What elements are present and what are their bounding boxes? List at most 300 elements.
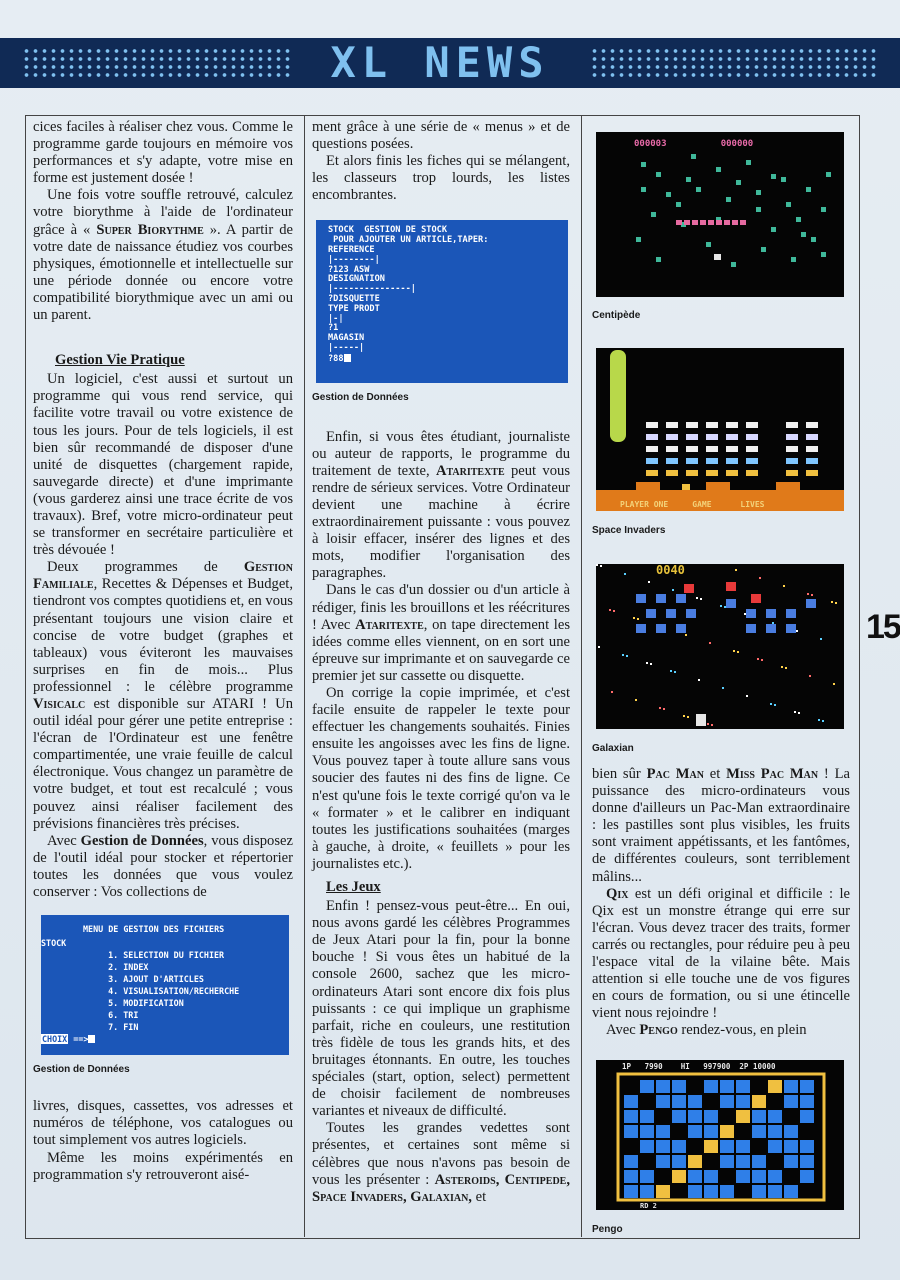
star [674, 671, 676, 673]
invader [646, 458, 658, 464]
ice-block [688, 1155, 702, 1168]
invader [806, 422, 818, 428]
player-cannon [682, 484, 690, 490]
star [720, 605, 722, 607]
screen-line: ?DISQUETTE [328, 294, 380, 305]
star [807, 593, 809, 595]
screen-line: 3. AJOUT D'ARTICLES [93, 974, 204, 985]
galaxian-alien [636, 594, 646, 603]
star [698, 679, 700, 681]
page-number: 15 [866, 608, 900, 646]
star [785, 667, 787, 669]
galaxian-alien [806, 599, 816, 608]
star [746, 695, 748, 697]
invader [666, 470, 678, 476]
ice-block [640, 1140, 654, 1153]
invader [666, 446, 678, 452]
screen-line: MENU DE GESTION DES FICHIERS [83, 924, 225, 935]
star [600, 565, 602, 567]
column-divider [304, 115, 305, 1237]
star [611, 691, 613, 693]
star [685, 634, 687, 636]
ice-block [784, 1155, 798, 1168]
mushroom [771, 227, 776, 232]
image-caption: Pengo [592, 1224, 623, 1235]
invader [746, 458, 758, 464]
ice-block [736, 1095, 750, 1108]
star [811, 594, 813, 596]
invader [786, 446, 798, 452]
star [757, 658, 759, 660]
star [707, 723, 709, 725]
star [733, 650, 735, 652]
star [831, 601, 833, 603]
paragraph: cices faciles à réaliser chez vous. Comme le programme garde toujours en mémoire vos performances et s'y adapte, votre mise en forme est justement dosée ! [33, 119, 293, 187]
invader [786, 422, 798, 428]
paragraph: Même les moins expérimentés en programmation s'y retrouveront aisé- [33, 1149, 293, 1183]
star [798, 712, 800, 714]
mushroom [686, 177, 691, 182]
column-2 [312, 119, 570, 1206]
mushroom [796, 217, 801, 222]
mushroom [786, 202, 791, 207]
star [774, 704, 776, 706]
mushroom [641, 187, 646, 192]
star [735, 569, 737, 571]
invader [686, 434, 698, 440]
ice-block [624, 1155, 638, 1168]
paragraph: Enfin ! pensez-vous peut-être... En oui, nous avons gardé les célèbres Programmes de Jeux Atari pour la fin, pour la bonne bouche ! Si vous êtes un habitué de la console 2600, sachez que les micro-ordinateurs Atari sont encore dix fois plus puissants : ce qui implique un graphisme parfait, riche en couleurs, une restitution très fidèle de tous les grands hits, et des bruitages étonnants. En outre, les touches spéciales (start, option, select) permettent de choisir facilement de nombreuses variantes et niveaux de difficulté. [312, 898, 570, 1120]
ice-block [752, 1155, 766, 1168]
banner-dots-left [22, 47, 292, 79]
galaxian-alien [786, 609, 796, 618]
invader [786, 470, 798, 476]
mushroom [656, 172, 661, 177]
galaxian-flagship [726, 582, 736, 591]
ice-block [752, 1095, 766, 1108]
invader [726, 422, 738, 428]
invader [706, 434, 718, 440]
ice-block [784, 1095, 798, 1108]
invader [666, 422, 678, 428]
star [835, 602, 837, 604]
star [683, 715, 685, 717]
ice-block [720, 1095, 734, 1108]
mushroom [746, 160, 751, 165]
galaxian-alien [676, 624, 686, 633]
screen-line: 2. INDEX [93, 962, 149, 973]
screen-line: STOCK [41, 938, 67, 949]
ice-block [688, 1185, 702, 1198]
shield [636, 482, 660, 490]
ice-block [640, 1185, 654, 1198]
centipede-segment [716, 220, 722, 225]
image-caption: Gestion de Données [312, 392, 409, 404]
ice-block [784, 1140, 798, 1153]
screen-line: ?88 [328, 354, 558, 365]
ice-block [640, 1080, 654, 1093]
galaxian-alien [766, 609, 776, 618]
screen-line: |---------------| [328, 284, 416, 295]
centipede-segment [684, 220, 690, 225]
player-ship [696, 714, 706, 726]
image-caption: Space Invaders [592, 525, 666, 536]
paragraph: ment grâce à une série de « menus » et de questions posées. [312, 119, 570, 153]
star [833, 683, 835, 685]
ice-block [672, 1140, 686, 1153]
mushroom [821, 207, 826, 212]
mushroom [651, 212, 656, 217]
galaxian-screenshot [596, 564, 844, 729]
screen-line: STOCK GESTION DE STOCK [328, 225, 447, 236]
galaxian-game-graphic [596, 564, 844, 729]
invader [646, 470, 658, 476]
header-title: XL NEWS [330, 38, 550, 87]
galaxian-score: 0040 [656, 564, 685, 577]
paragraph: Avec Pengo rendez-vous, en plein [606, 1022, 807, 1039]
star [722, 687, 724, 689]
paragraph: Deux programmes de Gestion Familiale, Recettes & Dépenses et Budget, tiendront vos comptes quotidiens et, en vous présentant toujours une vision claire et concise de votre budget (graphes et tableaux) vous éviteront les mauvaises surprises en fin de mois... Plus professionnel : le célèbre programme Visicalc est disponible sur ATARI ! Un outil idéal pour gérer une petite entreprise : l'écran de l'Ordinateur est une fenêtre compartimentée, une vraie feuille de calcul électronique. Vous changez un paramètre de votre budget, et tout est recalculé ; vous pouvez ainsi réaliser facilement des prévisions financières très précises. [33, 559, 293, 832]
screen-line: ?1 [328, 323, 339, 334]
centipede-score: 000003 000000 [634, 139, 754, 149]
centipede-segment [700, 220, 706, 225]
screen-line: 5. MODIFICATION [93, 998, 184, 1009]
star [818, 719, 820, 721]
image-caption: Galaxian [592, 743, 634, 754]
centipede-screenshot [596, 132, 844, 297]
ice-block [736, 1140, 750, 1153]
mushroom [761, 247, 766, 252]
mushroom [716, 167, 721, 172]
invader [806, 434, 818, 440]
ice-block [784, 1185, 798, 1198]
mushroom [806, 187, 811, 192]
ice-block [656, 1185, 670, 1198]
ice-block [688, 1170, 702, 1183]
star [648, 581, 650, 583]
screen-line: POUR AJOUTER UN ARTICLE,TAPER: [328, 235, 489, 246]
ice-block [800, 1155, 814, 1168]
invader [806, 446, 818, 452]
mushroom [781, 177, 786, 182]
invader [746, 470, 758, 476]
invader [686, 446, 698, 452]
shield [776, 482, 800, 490]
screen-line: |--------| [328, 254, 380, 265]
star [637, 618, 639, 620]
ice-block [720, 1125, 734, 1138]
pengo-footer: RD 2 [640, 1202, 657, 1210]
ice-block [704, 1110, 718, 1123]
paragraph: Dans le cas d'un dossier ou d'un article à rédiger, finis les brouillons et les réécritures ! Avec Ataritexte, on tape directement les idées comme elles viennent, on en sort une épreuve sur imprimante et on sauvegarde ce premier jet sur cassette ou disquette. [312, 582, 571, 684]
image-caption: Gestion de Données [33, 1064, 130, 1076]
ice-block [784, 1125, 798, 1138]
column-3 [592, 766, 850, 1040]
paragraph: bien sûr Pac Man et Miss Pac Man ! La puissance des micro-ordinateurs vous donne d'ailleurs un Pac-Man extraordinaire : les pastilles sont plus visibles, les fruits sont vraiment appétissants, et les fantômes, de différentes couleurs, sont terriblement mâlins... [592, 766, 850, 885]
ice-block [672, 1155, 686, 1168]
ice-block [656, 1125, 670, 1138]
mushroom [826, 172, 831, 177]
shield [706, 482, 730, 490]
pengo-score: 1P 7990 HI 997900 2P 10000 [622, 1062, 776, 1071]
ice-block [768, 1080, 782, 1093]
screen-line: 7. FIN [93, 1022, 139, 1033]
mushroom [756, 207, 761, 212]
invader [726, 470, 738, 476]
ice-block [688, 1125, 702, 1138]
ice-block [624, 1125, 638, 1138]
screen-line: 6. TRI [93, 1010, 139, 1021]
column-divider [581, 115, 582, 1237]
mushroom [636, 237, 641, 242]
star [650, 663, 652, 665]
ice-block [640, 1170, 654, 1183]
invader [646, 434, 658, 440]
mushroom [666, 192, 671, 197]
centipede-segment [676, 220, 682, 225]
ice-block [704, 1080, 718, 1093]
ice-block [736, 1170, 750, 1183]
mushroom [736, 180, 741, 185]
mushroom [691, 154, 696, 159]
ice-block [800, 1140, 814, 1153]
galaxian-alien [666, 609, 676, 618]
mushroom [676, 202, 681, 207]
paragraph: Toutes les grandes vedettes sont présentes, et certaines sont même si célèbres que nous n'avons pas besoin de vous les présenter : Asteroids, Centipede, Space Invaders, Galaxian, et [312, 1120, 570, 1205]
mushroom [811, 237, 816, 242]
star [613, 610, 615, 612]
galaxian-alien [676, 594, 686, 603]
star [761, 659, 763, 661]
star [598, 646, 600, 648]
star [759, 577, 761, 579]
invader [666, 434, 678, 440]
star [622, 654, 624, 656]
header-banner [0, 38, 900, 88]
invader [706, 422, 718, 428]
mushroom [771, 174, 776, 179]
ice-block [768, 1125, 782, 1138]
centipede-segment [740, 220, 746, 225]
star [737, 651, 739, 653]
star [709, 642, 711, 644]
ice-block [704, 1140, 718, 1153]
star [696, 597, 698, 599]
star [687, 716, 689, 718]
menu-screen-image [41, 915, 289, 1055]
galaxian-alien [646, 609, 656, 618]
mushroom [656, 257, 661, 262]
screen-line: ?123 ASW [328, 264, 370, 275]
screen-line: DESIGNATION [328, 274, 385, 285]
mushroom [731, 262, 736, 267]
image-caption: Centipède [592, 310, 641, 321]
ice-block [672, 1110, 686, 1123]
centipede-segment [692, 220, 698, 225]
ice-block [752, 1185, 766, 1198]
star [624, 573, 626, 575]
screen-line: REFERENCE [328, 245, 375, 256]
invader [806, 470, 818, 476]
invader [746, 446, 758, 452]
galaxian-alien [636, 624, 646, 633]
invader [726, 446, 738, 452]
centipede-segment [708, 220, 714, 225]
galaxian-flagship [751, 594, 761, 603]
ice-block [640, 1125, 654, 1138]
ice-block [720, 1080, 734, 1093]
mushroom [706, 242, 711, 247]
mushroom [801, 232, 806, 237]
ice-block [704, 1170, 718, 1183]
paragraph: Enfin, si vous êtes étudiant, journaliste ou auteur de rapports, le programme du traitement de texte, Ataritexte peut vous rendre de sérieux services. Votre Ordinateur devient une machine à écrire extraordinairement puissante : vous pouvez à loisir effacer, insérer des lignes et des mots, modifier l'organisation des paragraphes. [312, 428, 571, 582]
mushroom [696, 187, 701, 192]
ice-block [688, 1095, 702, 1108]
galaxian-alien [656, 594, 666, 603]
screen-line: TYPE PRODT [328, 303, 380, 314]
galaxian-alien [726, 599, 736, 608]
star [659, 707, 661, 709]
invader [726, 434, 738, 440]
star [672, 589, 674, 591]
screen-prompt: CHOIX ==> [41, 1033, 279, 1045]
ice-block [672, 1095, 686, 1108]
space-invaders-game-graphic [596, 348, 844, 511]
column-1 [33, 119, 293, 1184]
screen-line: MAGASIN [328, 333, 365, 344]
paragraph: On corrige la copie imprimée, et c'est facile ensuite de rappeler le texte pour effectuer les changements souhaités. Finies ensuite les angoisses avec les fins de ligne. Vous pouvez taper à toute allure sans vous soucier des fautes ni des fins de ligne. Ce n'est qu'une fois le texte corrigé qu'on va le « formater » et le calibrer en indiquant toutes les justifications souhaitées (marges à gauche, à droite, « feuillets » pour les journalistes etc.). [312, 684, 570, 872]
ice-block [656, 1155, 670, 1168]
invader [746, 422, 758, 428]
star [772, 622, 774, 624]
star [809, 675, 811, 677]
ice-block [688, 1110, 702, 1123]
banner-dots-right [590, 47, 880, 79]
invader [666, 458, 678, 464]
galaxian-flagship [684, 584, 694, 593]
ice-block [624, 1110, 638, 1123]
screen-line: |-| [328, 313, 344, 324]
mushroom [821, 252, 826, 257]
invader [686, 470, 698, 476]
mushroom [726, 197, 731, 202]
ice-block [736, 1110, 750, 1123]
galaxian-alien [686, 609, 696, 618]
star [633, 617, 635, 619]
centipede-game-graphic [596, 132, 844, 297]
player-shooter [714, 254, 721, 260]
invader [746, 434, 758, 440]
ice-block [656, 1080, 670, 1093]
ice-block [640, 1110, 654, 1123]
star [596, 564, 598, 566]
ice-block [720, 1155, 734, 1168]
paragraph: livres, disques, cassettes, vos adresses et numéros de téléphone, vos catalogues ou tout simplement vos autres logiciels. [33, 1098, 293, 1149]
star [781, 666, 783, 668]
ice-block [720, 1185, 734, 1198]
ice-block [800, 1095, 814, 1108]
screen-line: |-----| [328, 343, 365, 354]
galaxian-alien [766, 624, 776, 633]
centipede-segment [724, 220, 730, 225]
star [794, 711, 796, 713]
invader [806, 458, 818, 464]
ice-block [768, 1110, 782, 1123]
stock-screen-image [316, 220, 568, 383]
star [744, 613, 746, 615]
star [822, 720, 824, 722]
galaxian-alien [786, 624, 796, 633]
paragraph: Et alors finis les fiches qui se mélangent, les classeurs trop lourds, les listes encombrantes. [312, 153, 570, 204]
mushroom [791, 257, 796, 262]
star [770, 703, 772, 705]
invader [706, 458, 718, 464]
ice-block [720, 1140, 734, 1153]
ice-block [752, 1125, 766, 1138]
ice-block [768, 1170, 782, 1183]
paragraph: Une fois votre souffle retrouvé, calculez votre biorythme à l'aide de l'ordinateur grâce à « Super Biorythme ». A partir de votre date de naissance étudiez vos courbes physiques, émotionnelle et intellectuelle sur une période donnée ou encore votre compatibilité biorythmique avec un ami ou un parent. [33, 187, 293, 324]
ice-block [800, 1170, 814, 1183]
ice-block [624, 1185, 638, 1198]
ice-block [656, 1095, 670, 1108]
ice-block [704, 1125, 718, 1138]
ice-block [752, 1110, 766, 1123]
galaxian-alien [746, 609, 756, 618]
star [796, 630, 798, 632]
star [724, 606, 726, 608]
star [609, 609, 611, 611]
section-heading: Gestion Vie Pratique [55, 352, 185, 369]
ice-block [656, 1140, 670, 1153]
ice-block [768, 1140, 782, 1153]
ice-block [800, 1110, 814, 1123]
paragraph: Avec Gestion de Données, vous disposez de l'outil idéal pour stocker et répertorier toutes les données que vous voulez conserver : Vos collections de [33, 832, 293, 901]
invader [786, 434, 798, 440]
star [670, 670, 672, 672]
ice-block [736, 1080, 750, 1093]
ice-block [768, 1185, 782, 1198]
mushroom [756, 190, 761, 195]
centipede-segment [732, 220, 738, 225]
invader [686, 422, 698, 428]
screen-line: 4. VISUALISATION/RECHERCHE [93, 986, 240, 997]
ice-block [752, 1170, 766, 1183]
pengo-game-graphic [596, 1060, 844, 1210]
ice-block [800, 1080, 814, 1093]
star [646, 662, 648, 664]
ice-block [624, 1095, 638, 1108]
star [626, 655, 628, 657]
mushroom [641, 162, 646, 167]
star [783, 585, 785, 587]
star [663, 708, 665, 710]
paragraph: Qix est un défi original et difficile : le Qix est un monstre étrange qui erre sur l'écran. Vous devez tracer des traits, former carrés ou rectangles, pour réduire peu à peu l'espace vital de la vilaine bête. Mais attention si elle touche une de vos figures en cours de formation, ou si une étincelle vient nous rejoindre ! [592, 885, 850, 1022]
star [711, 724, 713, 726]
star [820, 638, 822, 640]
ice-block [784, 1080, 798, 1093]
ice-block [704, 1185, 718, 1198]
invader [786, 458, 798, 464]
invader [646, 446, 658, 452]
ice-block [736, 1155, 750, 1168]
galaxian-alien [746, 624, 756, 633]
galaxian-alien [656, 624, 666, 633]
screen-line: 1. SELECTION DU FICHIER [93, 950, 225, 961]
invader [706, 470, 718, 476]
space-invaders-screenshot [596, 348, 844, 511]
ice-block [672, 1080, 686, 1093]
invader [726, 458, 738, 464]
